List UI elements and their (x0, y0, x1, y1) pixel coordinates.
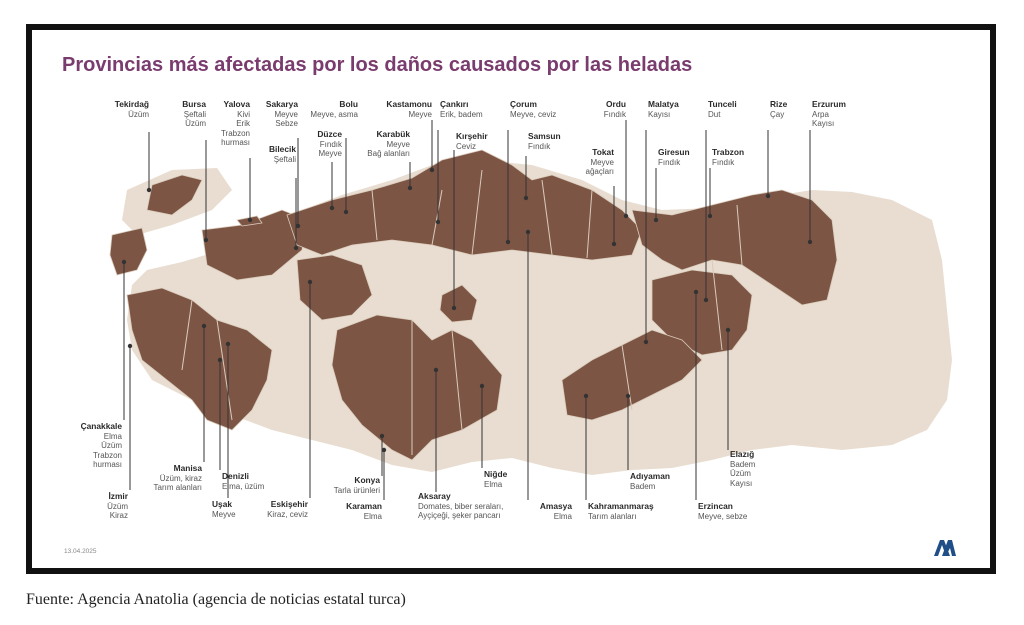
province-name: Eskişehir (270, 499, 308, 509)
label-amasya (526, 502, 572, 521)
dot-kastamonu (430, 168, 434, 172)
crop-text: Fındık (319, 139, 342, 149)
dot-konya (380, 434, 384, 438)
dot-duzce (330, 206, 334, 210)
dot-kahramanmaras (584, 394, 588, 398)
crop-text: Elma (553, 511, 572, 521)
dot-eskisehir (308, 280, 312, 284)
crop-text: Fındık (712, 157, 735, 167)
province-name: Kahramanmaraş (588, 501, 654, 511)
dot-denizli (218, 358, 222, 362)
province-name: Rize (770, 99, 788, 109)
label-kastamonu (370, 100, 432, 119)
crop-text: Fındık (658, 157, 681, 167)
crop-text: hurması (221, 138, 250, 147)
province-name: Karabük (376, 129, 410, 139)
province-name: Denizli (222, 471, 249, 481)
crop-text: Erik (236, 119, 250, 128)
province-name: Karaman (346, 501, 382, 511)
label-karaman (332, 502, 382, 521)
label-erzincan (698, 502, 760, 521)
dot-ordu (624, 214, 628, 218)
label-erzurum (812, 100, 862, 129)
label-trabzon (712, 148, 758, 167)
crop-text: ağaçları (585, 167, 614, 176)
crop-text: Meyve, sebze (698, 511, 748, 521)
province-name: Aksaray (418, 491, 451, 501)
crop-text: Elma (363, 511, 382, 521)
crop-text: Çay (770, 109, 785, 119)
label-corum (510, 100, 580, 119)
crop-text: Üzüm (730, 469, 751, 478)
dot-erzurum (808, 240, 812, 244)
province-name: Elazığ (730, 449, 755, 459)
crop-text: Kayısı (648, 109, 671, 119)
province-name: Giresun (658, 147, 690, 157)
label-eskisehir (258, 500, 308, 519)
province-name: Çorum (510, 99, 537, 109)
crop-text: Meyve (274, 109, 298, 119)
dot-bolu (344, 210, 348, 214)
dot-karabuk (408, 186, 412, 190)
crop-text: Kiraz (109, 511, 128, 520)
label-aksaray (418, 492, 518, 521)
province-name: Çanakkale (80, 421, 122, 431)
label-sakarya (254, 100, 298, 129)
publication-date: 13.04.2025 (64, 548, 97, 555)
province-name: Malatya (648, 99, 679, 109)
province-name: Bursa (182, 99, 206, 109)
crop-text: Domates, biber seraları, (418, 501, 504, 511)
crop-text: Erik, badem (440, 109, 483, 119)
label-kahramanmaras (588, 502, 668, 521)
label-tunceli (708, 100, 754, 119)
label-konya (320, 476, 380, 495)
crop-text: Üzüm (128, 109, 149, 119)
crop-text: Meyve (386, 139, 410, 149)
province-name: Amasya (539, 501, 572, 511)
dot-erzincan (694, 290, 698, 294)
dot-tekirdag (147, 188, 151, 192)
source-caption: Fuente: Agencia Anatolia (agencia de noticias estatal turca) (26, 591, 406, 608)
label-rize (770, 100, 806, 119)
crop-text: Elma (103, 431, 122, 441)
crop-text: Kiraz, ceviz (267, 509, 308, 519)
crop-text: Ceviz (456, 141, 477, 151)
province-name: Erzincan (698, 501, 733, 511)
label-kirsehir (456, 132, 506, 151)
province-name: Adıyaman (630, 471, 671, 481)
label-denizli (222, 472, 282, 491)
label-duzce (302, 130, 342, 159)
region-canakkale (110, 228, 147, 275)
province-name: Trabzon (712, 147, 745, 157)
page-title: Provincias más afectadas por los daños causados por las heladas (62, 54, 693, 76)
crop-text: Üzüm, kiraz (159, 473, 202, 483)
crop-text: Tarım alanları (153, 483, 202, 492)
crop-text: Fındık (528, 141, 551, 151)
dot-manisa (202, 324, 206, 328)
dot-amasya (526, 230, 530, 234)
crop-text: Üzüm (107, 501, 128, 511)
label-bursa (162, 100, 206, 129)
province-name: Ordu (605, 99, 626, 109)
dot-kirsehir (452, 306, 456, 310)
dot-canakkale (122, 260, 126, 264)
dot-giresun (654, 218, 658, 222)
crop-text: Kivi (237, 109, 250, 119)
dot-aksaray (434, 368, 438, 372)
crop-text: Elma (484, 479, 503, 489)
aa-logo-icon (932, 538, 956, 558)
crop-text: Trabzon (220, 128, 250, 138)
label-nigde (484, 470, 524, 489)
province-name: Tokat (592, 147, 614, 157)
crop-text: Fındık (603, 109, 626, 119)
crop-text: Tarla ürünleri (333, 485, 380, 495)
label-bolu (302, 100, 358, 119)
dot-cankiri (436, 220, 440, 224)
dot-tunceli (704, 298, 708, 302)
province-name: Bolu (339, 99, 358, 109)
province-name: Yalova (223, 99, 250, 109)
province-name: İzmir (108, 491, 128, 501)
province-name: Niğde (484, 469, 508, 479)
crop-text: Meyve (212, 509, 236, 519)
label-malatya (648, 100, 698, 119)
dot-corum (506, 240, 510, 244)
dot-usak (226, 342, 230, 346)
label-ordu (588, 100, 626, 119)
label-tokat (568, 148, 614, 177)
crop-text: Trabzon (92, 450, 122, 460)
crop-text: Bağ alanları (367, 149, 410, 158)
crop-text: Meyve, asma (310, 109, 358, 119)
label-yalova (202, 100, 250, 148)
province-name: Konya (354, 475, 380, 485)
province-name: Çankırı (440, 99, 469, 109)
dot-elazig (726, 328, 730, 332)
dot-malatya (644, 340, 648, 344)
province-name: Sakarya (265, 99, 298, 109)
infographic-frame (26, 24, 996, 574)
dot-nigde (480, 384, 484, 388)
crop-text: Şeftali (273, 154, 296, 164)
province-name: Samsun (528, 131, 561, 141)
label-karabuk (362, 130, 410, 159)
crop-text: Elma, üzüm (222, 481, 265, 491)
label-bilecik (254, 145, 296, 164)
crop-text: Şeftali (183, 109, 206, 119)
crop-text: Meyve (590, 157, 614, 167)
dot-sakarya (296, 224, 300, 228)
dot-tokat (612, 242, 616, 246)
province-name: Kırşehir (456, 131, 488, 141)
crop-text: hurması (93, 460, 122, 469)
label-usak (212, 500, 252, 519)
crop-text: Arpa (812, 109, 829, 119)
crop-text: Badem (730, 459, 756, 469)
dot-samsun (524, 196, 528, 200)
label-adiyaman (630, 472, 686, 491)
label-canakkale (62, 422, 122, 470)
crop-text: Meyve (318, 149, 342, 158)
crop-text: Badem (630, 481, 656, 491)
province-name: Düzce (317, 129, 342, 139)
label-giresun (658, 148, 706, 167)
province-name: Erzurum (812, 99, 846, 109)
crop-text: Meyve (408, 109, 432, 119)
label-cankiri (440, 100, 500, 119)
province-name: Kastamonu (386, 99, 432, 109)
dot-bursa (204, 238, 208, 242)
province-name: Bilecik (268, 144, 296, 154)
province-name: Tekirdağ (114, 99, 149, 109)
crop-text: Sebze (275, 119, 298, 128)
crop-text: Kayısı (730, 478, 753, 488)
label-izmir (88, 492, 128, 521)
dot-rize (766, 194, 770, 198)
province-name: Tunceli (708, 99, 737, 109)
crop-text: Üzüm (185, 119, 206, 128)
crop-text: Meyve, ceviz (510, 109, 557, 119)
province-name: Uşak (212, 499, 233, 509)
dot-adiyaman (626, 394, 630, 398)
crop-text: Tarım alanları (588, 511, 637, 521)
crop-text: Üzüm (101, 441, 122, 450)
crop-text: Kayısı (812, 119, 835, 128)
dot-izmir (128, 344, 132, 348)
label-manisa (138, 464, 202, 493)
dot-yalova (248, 218, 252, 222)
label-tekirdag (102, 100, 149, 119)
dot-karaman (382, 448, 386, 452)
crop-text: Ayçiçeği, şeker pancarı (418, 511, 501, 520)
dot-trabzon (708, 214, 712, 218)
crop-text: Dut (708, 109, 721, 119)
province-name: Manisa (173, 463, 202, 473)
label-elazig (730, 450, 770, 488)
dot-bilecik (294, 246, 298, 250)
